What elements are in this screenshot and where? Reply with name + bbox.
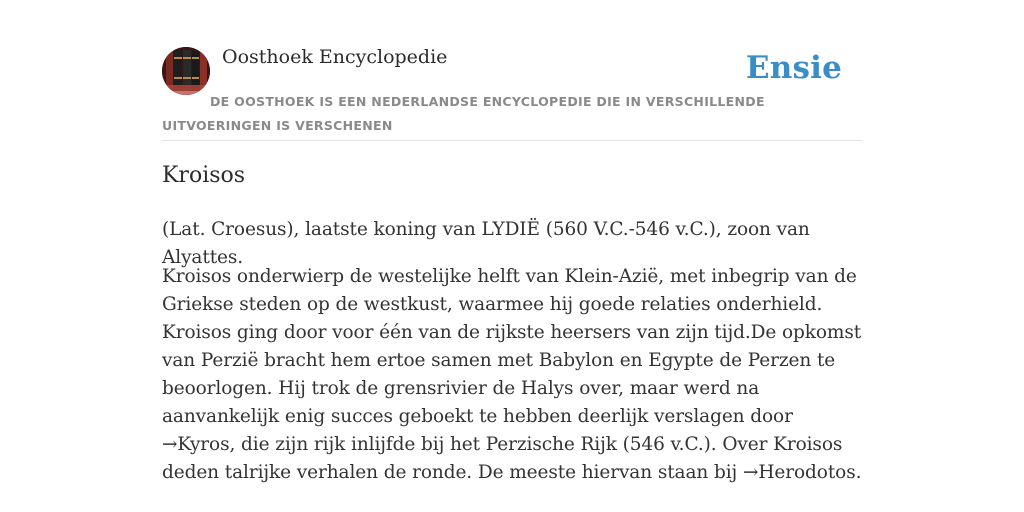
- article-paragraph-intro: (Lat. Croesus), laatste koning van LYDIË (560 V.C.-546 v.C.), zoon van Alyattes.: [162, 219, 810, 268]
- article-paragraph-body: Kroisos onderwierp de westelijke helft van Klein-Azië, met inbegrip van de Griekse steden op de westkust, waarmee hij goede relaties onderhield. Kroisos ging door voor één van de rijkste heersers van zijn tijd.De opkomst van Perzië bracht hem ertoe samen met Babylon en Egypte de Perzen te beoorlogen. Hij trok de grensrivier de Halys over, maar werd na aanvankelijk enig succes geboekt te hebben deerlijk verslagen door →Kyros, die zijn rijk inlijfde bij het Perzische Rijk (546 v.C.). Over Kroisos deden talrijke verhalen de ronde. De meeste hiervan staan bij →Herodotos.: [162, 266, 862, 483]
- article-title: Kroisos: [162, 163, 246, 188]
- page-container: [162, 0, 862, 483]
- site-tagline: DE OOSTHOEK IS EEN NEDERLANDSE ENCYCLOPEDIE DIE IN VERSCHILLENDE UITVOERINGEN IS VERSCHENEN: [162, 94, 765, 133]
- ensie-logo[interactable]: Ensie: [745, 50, 842, 86]
- site-header: [162, 0, 862, 141]
- site-title[interactable]: Oosthoek Encyclopedie: [222, 46, 448, 68]
- encyclopedia-books-avatar[interactable]: [162, 47, 210, 95]
- books-icon: [162, 47, 210, 95]
